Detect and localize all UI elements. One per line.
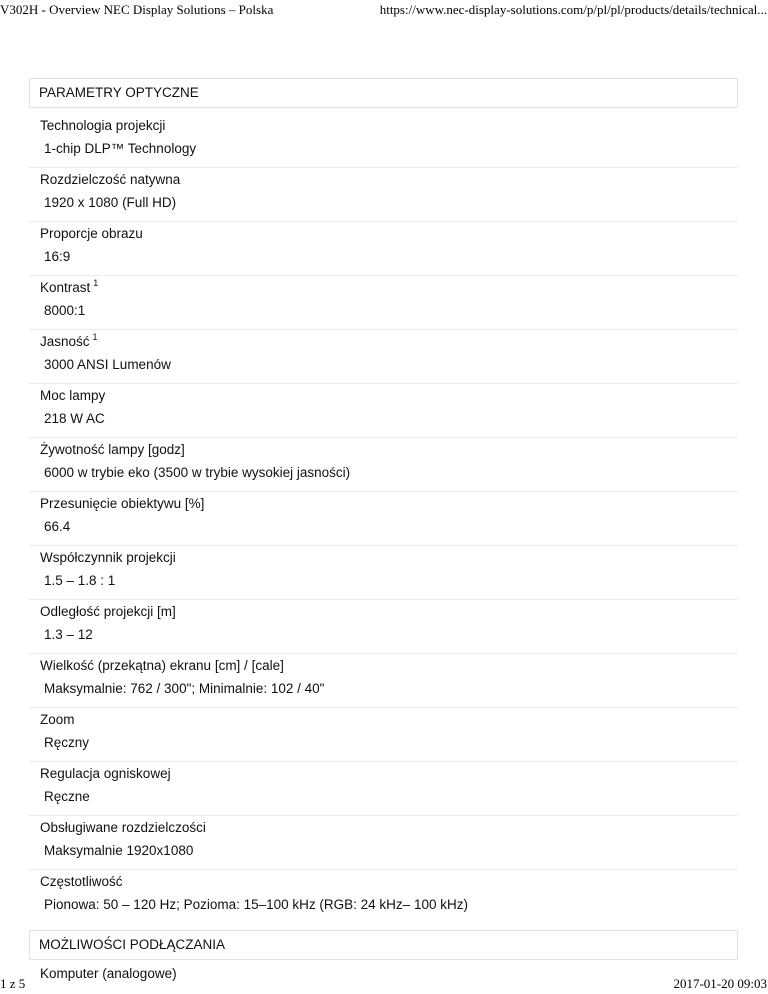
spec-label: Żywotność lampy [godz] bbox=[40, 442, 185, 457]
spec-label: Współczynnik projekcji bbox=[40, 550, 176, 565]
spec-label: Moc lampy bbox=[40, 388, 106, 403]
spec-row bbox=[29, 114, 738, 168]
section-header-connectivity: MOŻLIWOŚCI PODŁĄCZANIA bbox=[29, 930, 738, 960]
footnote-marker: 1 bbox=[93, 278, 99, 288]
spec-value: 1.3 – 12 bbox=[44, 627, 93, 642]
section-header-optical: PARAMETRY OPTYCZNE bbox=[29, 78, 738, 108]
spec-label: Rozdzielczość natywna bbox=[40, 172, 181, 187]
spec-row bbox=[29, 384, 738, 438]
spec-label: Regulacja ogniskowej bbox=[40, 766, 171, 781]
spec-row bbox=[29, 546, 738, 600]
print-footer bbox=[0, 976, 768, 994]
spec-row bbox=[29, 870, 738, 924]
spec-value: Pionowa: 50 – 120 Hz; Pozioma: 15–100 kHz (RGB: 24 kHz– 100 kHz) bbox=[44, 897, 468, 912]
spec-label: Wielkość (przekątna) ekranu [cm] / [cale] bbox=[40, 658, 284, 673]
print-datetime: 2017-01-20 09:03 bbox=[673, 976, 767, 991]
spec-value: Ręczne bbox=[44, 789, 90, 804]
spec-row bbox=[29, 330, 738, 384]
spec-row bbox=[29, 654, 738, 708]
spec-label: Przesunięcie obiektywu [%] bbox=[40, 496, 205, 511]
spec-value: 3000 ANSI Lumenów bbox=[44, 357, 171, 372]
print-page-title: V302H - Overview NEC Display Solutions – Polska bbox=[0, 2, 274, 17]
spec-row bbox=[29, 762, 738, 816]
print-page-number: 1 z 5 bbox=[0, 976, 26, 991]
spec-value: Maksymalnie 1920x1080 bbox=[44, 843, 194, 858]
spec-value: Maksymalnie: 762 / 300"; Minimalnie: 102 / 40" bbox=[44, 681, 325, 696]
spec-row bbox=[29, 816, 738, 870]
spec-label: Proporcje obrazu bbox=[40, 226, 143, 241]
spec-value: Ręczny bbox=[44, 735, 90, 750]
spec-value: 218 W AC bbox=[44, 411, 105, 426]
spec-label: Częstotliwość bbox=[40, 874, 123, 889]
spec-value: 66.4 bbox=[44, 519, 71, 534]
spec-row bbox=[29, 276, 738, 330]
spec-row bbox=[29, 438, 738, 492]
spec-value: 16:9 bbox=[44, 249, 71, 264]
spec-row bbox=[29, 492, 738, 546]
spec-value: 1920 x 1080 (Full HD) bbox=[44, 195, 177, 210]
spec-label-text: Kontrast bbox=[40, 280, 91, 295]
spec-label-text: Jasność bbox=[40, 334, 90, 349]
print-page-url: https://www.nec-display-solutions.com/p/pl/pl/products/details/technical... bbox=[379, 2, 767, 17]
footnote-marker: 1 bbox=[92, 332, 98, 342]
spec-row bbox=[29, 168, 738, 222]
spec-value: 1.5 – 1.8 : 1 bbox=[44, 573, 116, 588]
spec-row bbox=[29, 600, 738, 654]
spec-row bbox=[29, 222, 738, 276]
spec-label: Komputer (analogowe) bbox=[40, 966, 177, 981]
spec-value: 8000:1 bbox=[44, 303, 86, 318]
spec-label: Obsługiwane rozdzielczości bbox=[40, 820, 206, 835]
spec-label bbox=[40, 280, 98, 295]
spec-label bbox=[40, 334, 98, 349]
print-header bbox=[0, 2, 768, 20]
spec-row bbox=[29, 708, 738, 762]
spec-label: Technologia projekcji bbox=[40, 118, 166, 133]
spec-value: 6000 w trybie eko (3500 w trybie wysokiej jasności) bbox=[44, 465, 351, 480]
spec-value: 1-chip DLP™ Technology bbox=[44, 141, 197, 156]
spec-label: Odległość projekcji [m] bbox=[40, 604, 176, 619]
spec-label: Zoom bbox=[40, 712, 75, 727]
